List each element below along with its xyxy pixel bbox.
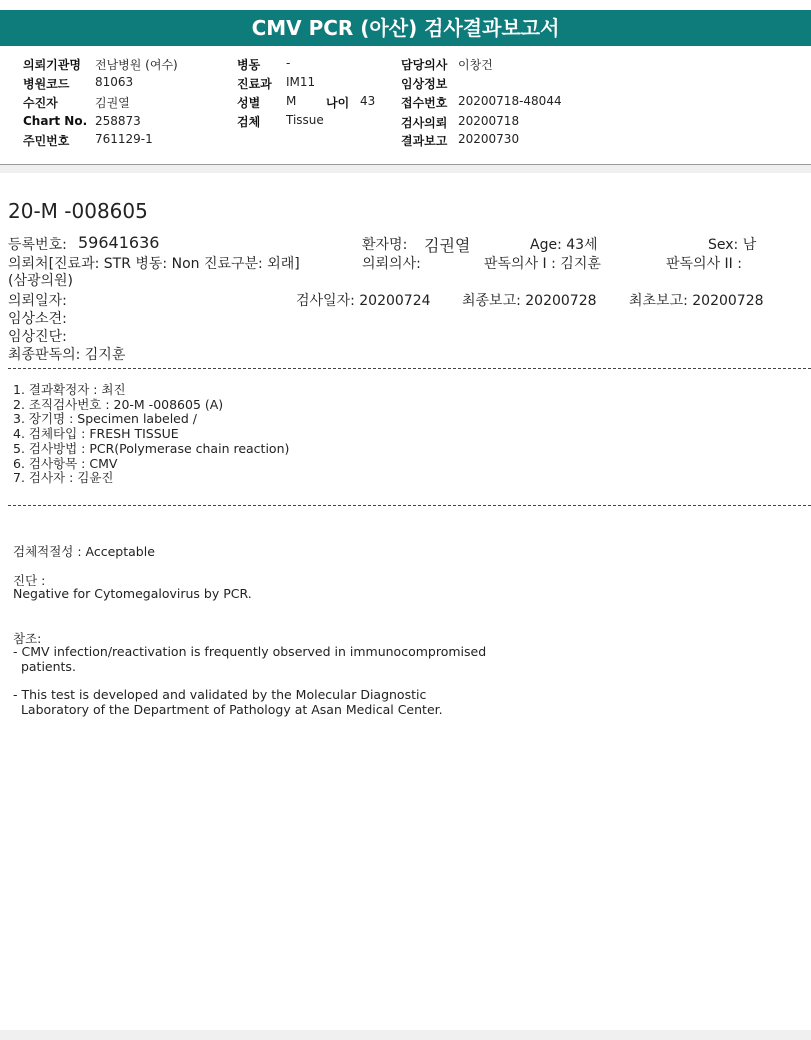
patient-name: 김권열 [424, 236, 471, 255]
item-3: 3. 장기명 : Specimen labeled / [13, 411, 197, 426]
report-header [0, 46, 811, 165]
receipt-no-label: 접수번호 [401, 96, 448, 110]
doctor-label: 담당의사 [401, 58, 448, 72]
registration-label: 등록번호: [8, 237, 67, 253]
hospital-code-value: 81063 [95, 75, 134, 89]
diagnosis-label: 진단 : [13, 573, 46, 588]
item-2: 2. 조직검사번호 : 20-M -008605 (A) [13, 397, 224, 412]
test-date: 검사일자: 20200724 [296, 293, 431, 309]
first-report-date: 최초보고: 20200728 [629, 293, 764, 309]
resident-no-label: 주민번호 [23, 134, 70, 148]
ward-label: 병동 [237, 58, 261, 72]
hospital-name-value: 전남병원 (여수) [95, 58, 178, 72]
diagnosis-text: Negative for Cytomegalovirus by PCR. [13, 586, 252, 601]
age-label: 나이 [326, 96, 350, 110]
doctor-value: 이창건 [458, 58, 493, 72]
result-report-label: 결과보고 [401, 134, 448, 148]
item-1: 1. 결과확정자 : 최진 [13, 382, 126, 397]
note-line-1: - CMV infection/reactivation is frequently observed in immunocompromised [13, 644, 487, 659]
patient-sex: Sex: 남 [708, 237, 757, 253]
patient-label: 수진자 [23, 96, 58, 110]
clinical-info-label: 임상정보 [401, 77, 448, 91]
patient-age: Age: 43세 [530, 237, 598, 253]
hospital-name-label: 의뢰기관명 [23, 58, 81, 72]
dashed-divider-top [8, 368, 811, 369]
origin-hospital: (삼광의원) [8, 273, 74, 289]
department-value: IM11 [286, 75, 316, 89]
specimen-adequacy: 검체적절성 : Acceptable [13, 544, 155, 559]
item-7: 7. 검사자 : 김윤진 [13, 470, 114, 485]
registration-number: 59641636 [78, 233, 160, 252]
receipt-no-value: 20200718-48044 [458, 94, 562, 108]
item-6: 6. 검사항목 : CMV [13, 456, 118, 471]
bottom-margin [0, 1030, 811, 1040]
clinical-diagnosis: 임상진단: [8, 329, 67, 345]
referring-doctor: 의뢰의사: [362, 256, 421, 272]
item-5: 5. 검사방법 : PCR(Polymerase chain reaction) [13, 441, 290, 456]
report-title: CMV PCR (아산) 검사결과보고서 [0, 10, 811, 46]
case-number: 20-M -008605 [8, 199, 148, 223]
request-label: 검사의뢰 [401, 116, 448, 130]
department-label: 진료과 [237, 77, 272, 91]
patient-value: 김권열 [95, 96, 130, 110]
reader-one: 판독의사 I : 김지훈 [484, 256, 601, 272]
item-4: 4. 검체타입 : FRESH TISSUE [13, 426, 179, 441]
note-line-2: patients. [13, 659, 76, 674]
sex-value: M [286, 94, 297, 108]
clinical-findings: 임상소견: [8, 311, 67, 327]
resident-no-value: 761129-1 [95, 132, 153, 146]
referral-origin: 의뢰처[진료과: STR 병동: Non 진료구분: 외래] [8, 256, 300, 272]
sex-label: 성별 [237, 96, 261, 110]
final-report-date: 최종보고: 20200728 [462, 293, 597, 309]
age-value: 43 [360, 94, 376, 108]
note-label: 참조: [13, 631, 42, 646]
hospital-code-label: 병원코드 [23, 77, 70, 91]
chart-no-value: 258873 [95, 114, 141, 128]
section-divider [0, 165, 811, 173]
specimen-label: 검체 [237, 115, 261, 129]
note-line-4: Laboratory of the Department of Pathology at Asan Medical Center. [13, 702, 443, 717]
final-reader: 최종판독의: 김지훈 [8, 347, 126, 363]
reader-two: 판독의사 II : [666, 256, 742, 272]
dashed-divider-bottom [8, 505, 811, 506]
result-report-value: 20200730 [458, 132, 520, 146]
specimen-value: Tissue [286, 113, 324, 127]
ward-value: - [286, 56, 291, 70]
chart-no-label: Chart No. [23, 114, 88, 128]
patient-name-label: 환자명: [362, 237, 408, 253]
request-date: 의뢰일자: [8, 293, 67, 309]
request-value: 20200718 [458, 114, 520, 128]
note-line-3: - This test is developed and validated by the Molecular Diagnostic [13, 687, 427, 702]
